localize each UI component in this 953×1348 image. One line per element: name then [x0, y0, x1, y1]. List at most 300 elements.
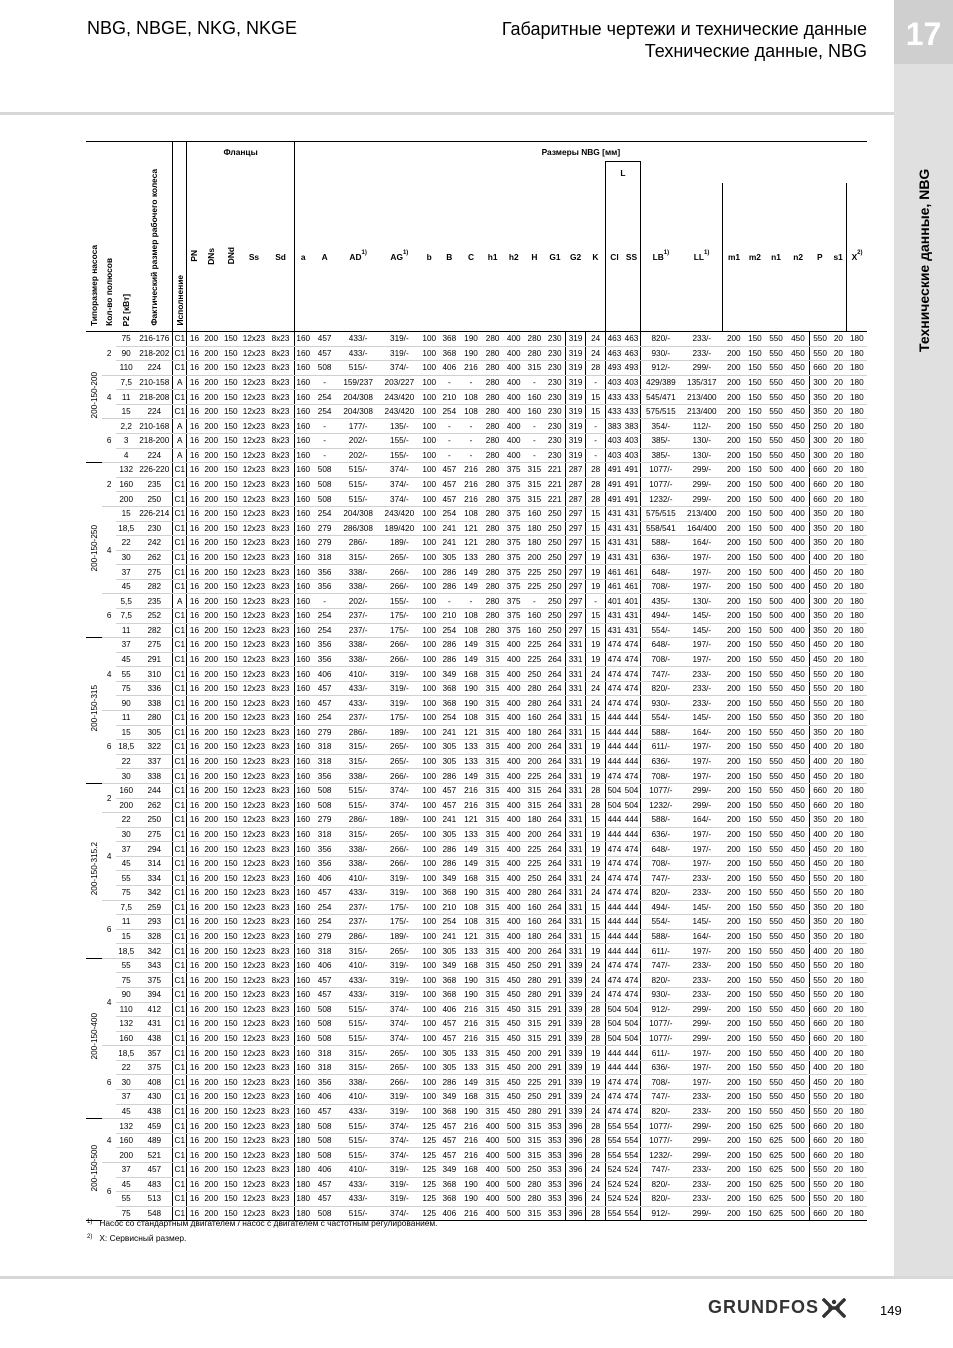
table-cell: 100 [420, 638, 439, 653]
table-cell: 450 [810, 652, 831, 667]
table-cell: 368 [439, 1104, 461, 1119]
table-cell: 75 [116, 332, 137, 347]
table-cell: 400 [503, 842, 524, 857]
table-cell: 125 [420, 1177, 439, 1192]
table-cell: 660 [810, 1133, 831, 1148]
table-cell: 450 [503, 988, 524, 1003]
group-header-flanges: Фланцы [187, 142, 294, 162]
table-cell: 20 [830, 638, 846, 653]
table-cell: 250 [524, 958, 545, 973]
table-cell: 12x23 [241, 711, 268, 726]
table-cell: 150 [745, 332, 766, 347]
table-cell: 459 [136, 1119, 172, 1134]
table-cell: 20 [830, 1017, 846, 1032]
table-cell: 350 [810, 813, 831, 828]
table-cell: 200 [201, 477, 221, 492]
table-cell: 450 [787, 915, 810, 930]
table-cell: 319/- [379, 1090, 420, 1105]
table-cell: 660 [810, 783, 831, 798]
table-cell: 130/- [681, 594, 723, 609]
table-row [86, 1075, 867, 1090]
table-cell: 550 [765, 856, 787, 871]
table-cell: 450 [787, 1060, 810, 1075]
table-cell: 450 [787, 842, 810, 857]
table-cell: 8x23 [267, 608, 294, 623]
table-cell: 8x23 [267, 1133, 294, 1148]
table-cell: 431 [605, 521, 623, 536]
table-cell: 315 [482, 1060, 504, 1075]
table-cell: 438 [136, 1104, 172, 1119]
table-cell: 554 [623, 1133, 641, 1148]
table-cell: 150 [221, 769, 241, 784]
table-cell: 374/- [379, 463, 420, 478]
table-cell: 155/- [379, 594, 420, 609]
table-row [86, 579, 867, 594]
table-cell: 200 [201, 346, 221, 361]
table-cell: 504 [623, 1002, 641, 1017]
table-cell: 315 [524, 361, 545, 376]
table-cell: 12x23 [241, 361, 268, 376]
table-cell: 403 [623, 375, 641, 390]
table-cell: 200 [201, 1192, 221, 1207]
table-cell: 521 [136, 1148, 172, 1163]
table-cell: 550 [765, 754, 787, 769]
table-cell: 433/- [338, 973, 379, 988]
col-header-G2: G2 [569, 252, 582, 262]
table-cell: 200 [723, 769, 745, 784]
table-cell: 8x23 [267, 550, 294, 565]
table-cell: 168 [460, 958, 482, 973]
table-cell: 100 [420, 1090, 439, 1105]
table-cell: 150 [745, 929, 766, 944]
table-cell: 100 [420, 827, 439, 842]
table-cell: 216 [460, 1206, 482, 1221]
table-row [86, 477, 867, 492]
table-cell: 200 [201, 332, 221, 347]
table-cell: 16 [187, 477, 201, 492]
table-cell: 250 [545, 608, 566, 623]
table-cell: 237/- [338, 915, 379, 930]
table-cell: 299/- [681, 477, 723, 492]
table-cell: 648/- [640, 565, 680, 580]
table-cell: 200 [201, 1060, 221, 1075]
table-cell: 331 [565, 696, 586, 711]
table-cell: 550 [765, 1090, 787, 1105]
table-cell: 385/- [640, 448, 680, 463]
table-cell: 20 [830, 973, 846, 988]
table-cell: 8x23 [267, 346, 294, 361]
table-cell: 375 [503, 477, 524, 492]
table-cell: - [312, 419, 338, 434]
table-cell: 500 [765, 521, 787, 536]
table-cell: 218-202 [136, 346, 172, 361]
table-cell: 11 [116, 623, 137, 638]
table-cell: 474 [623, 1104, 641, 1119]
table-cell: 374/- [379, 1002, 420, 1017]
table-cell: C1 [173, 463, 187, 478]
table-cell: 200 [723, 1060, 745, 1075]
table-cell: 508 [312, 1031, 338, 1046]
table-cell: 216 [460, 798, 482, 813]
table-cell: C1 [173, 725, 187, 740]
table-cell: 494/- [640, 608, 680, 623]
table-cell: 491 [623, 477, 641, 492]
table-cell: 24 [586, 1162, 606, 1177]
table-cell: 315 [482, 1075, 504, 1090]
table-cell: 150 [745, 842, 766, 857]
table-cell: 461 [623, 579, 641, 594]
table-cell: 12x23 [241, 565, 268, 580]
table-cell: 515/- [338, 1206, 379, 1221]
table-row [86, 565, 867, 580]
table-cell: 180 [524, 929, 545, 944]
table-cell: 474 [605, 1075, 623, 1090]
table-cell: 331 [565, 915, 586, 930]
table-cell: 160 [524, 404, 545, 419]
table-cell: 550 [765, 944, 787, 959]
table-cell: 820/- [640, 1192, 680, 1207]
table-cell: 16 [187, 638, 201, 653]
table-cell: 491 [623, 492, 641, 507]
table-cell: 474 [605, 885, 623, 900]
table-cell: 241 [439, 725, 461, 740]
table-cell: 233/- [681, 346, 723, 361]
table-cell: 374/- [379, 1206, 420, 1221]
table-cell: 250 [136, 813, 172, 828]
table-cell: 318 [312, 550, 338, 565]
table-cell: 444 [605, 725, 623, 740]
table-cell: 37 [116, 1162, 137, 1177]
table-cell: 164/400 [681, 521, 723, 536]
table-cell: 444 [623, 740, 641, 755]
table-cell: C1 [173, 1046, 187, 1061]
table-cell: 12x23 [241, 988, 268, 1003]
table-cell: 233/- [681, 1104, 723, 1119]
table-cell: 368 [439, 332, 461, 347]
table-cell: 150 [221, 856, 241, 871]
table-cell: 550 [810, 1162, 831, 1177]
table-cell: 524 [605, 1177, 623, 1192]
table-cell: 150 [745, 798, 766, 813]
table-cell: 150 [745, 754, 766, 769]
table-cell: 12x23 [241, 1206, 268, 1221]
table-cell: 200 [201, 681, 221, 696]
table-cell: 450 [787, 813, 810, 828]
table-cell: 30 [116, 550, 137, 565]
table-cell: C1 [173, 958, 187, 973]
table-cell: 297 [565, 623, 586, 638]
table-cell: 28 [586, 1119, 606, 1134]
table-cell: 8x23 [267, 1162, 294, 1177]
poles-cell: 6 [102, 1046, 115, 1119]
table-cell: 338/- [338, 856, 379, 871]
table-cell: 200 [723, 958, 745, 973]
pump-type-cell [86, 958, 102, 1118]
table-cell: 180 [847, 696, 867, 711]
table-cell: 508 [312, 477, 338, 492]
table-cell: 431 [605, 608, 623, 623]
table-cell: 254 [312, 404, 338, 419]
table-cell: 331 [565, 885, 586, 900]
table-cell: 100 [420, 404, 439, 419]
table-cell: 508 [312, 1206, 338, 1221]
table-cell: 319 [565, 448, 586, 463]
table-cell: 444 [605, 1046, 623, 1061]
table-cell: 357 [136, 1046, 172, 1061]
table-cell: 930/- [640, 346, 680, 361]
table-cell: 20 [830, 448, 846, 463]
table-cell: 554 [605, 1133, 623, 1148]
table-cell: 200 [201, 885, 221, 900]
table-cell: 300 [810, 594, 831, 609]
table-cell: 12x23 [241, 944, 268, 959]
table-cell: 461 [623, 565, 641, 580]
table-cell: 230 [545, 375, 566, 390]
table-cell: 374/- [379, 1031, 420, 1046]
table-cell: 305 [439, 827, 461, 842]
table-cell: 265/- [379, 740, 420, 755]
table-cell: 463 [605, 332, 623, 347]
table-cell: 121 [460, 536, 482, 551]
table-cell: 474 [623, 988, 641, 1003]
table-cell: 550 [765, 361, 787, 376]
table-cell: 588/- [640, 929, 680, 944]
table-cell: 264 [545, 827, 566, 842]
table-cell: 100 [420, 1104, 439, 1119]
table-cell: 200 [201, 521, 221, 536]
header-right-line-2: Технические данные, NBG [644, 41, 867, 61]
col-header-version: Исполнение [174, 275, 185, 326]
table-cell: 660 [810, 1002, 831, 1017]
table-row [86, 1119, 867, 1134]
table-cell: 16 [187, 711, 201, 726]
table-cell: 12x23 [241, 419, 268, 434]
table-cell: 264 [545, 842, 566, 857]
table-cell: 315 [482, 885, 504, 900]
table-cell: 121 [460, 521, 482, 536]
table-row [86, 550, 867, 565]
table-cell: 216 [460, 477, 482, 492]
table-cell: 150 [745, 1090, 766, 1105]
table-cell: 294 [136, 842, 172, 857]
table-cell: 37 [116, 1090, 137, 1105]
table-cell: 100 [420, 1017, 439, 1032]
table-cell: 374/- [379, 477, 420, 492]
table-cell: 350 [810, 929, 831, 944]
table-row [86, 783, 867, 798]
table-cell: 150 [745, 1177, 766, 1192]
table-cell: 110 [116, 361, 137, 376]
table-cell: 820/- [640, 1104, 680, 1119]
table-cell: 515/- [338, 1017, 379, 1032]
table-cell: 200 [723, 1192, 745, 1207]
table-cell: - [439, 375, 461, 390]
table-cell: 548 [136, 1206, 172, 1221]
table-cell: C1 [173, 711, 187, 726]
table-cell: 175/- [379, 915, 420, 930]
table-cell: 180 [847, 827, 867, 842]
table-cell: 400 [503, 681, 524, 696]
table-cell: 180 [294, 1162, 312, 1177]
table-cell: 400 [503, 667, 524, 682]
table-cell: 20 [830, 842, 846, 857]
table-cell: 221 [545, 492, 566, 507]
table-cell: 353 [545, 1148, 566, 1163]
table-cell: 368 [439, 681, 461, 696]
table-cell: 450 [787, 390, 810, 405]
table-cell: 16 [187, 783, 201, 798]
table-cell: C1 [173, 944, 187, 959]
table-cell: 406 [439, 1206, 461, 1221]
table-cell: C1 [173, 1002, 187, 1017]
table-cell: 450 [787, 740, 810, 755]
table-cell: 160 [294, 798, 312, 813]
table-cell: 100 [420, 361, 439, 376]
table-cell: 611/- [640, 740, 680, 755]
table-cell: 266/- [379, 1075, 420, 1090]
table-cell: C1 [173, 1060, 187, 1075]
table-cell: 16 [187, 463, 201, 478]
table-cell: 450 [787, 361, 810, 376]
table-cell: 160 [294, 477, 312, 492]
table-cell: 8x23 [267, 929, 294, 944]
table-cell: 254 [439, 404, 461, 419]
table-cell: 100 [420, 390, 439, 405]
table-cell: 159/237 [338, 375, 379, 390]
table-cell: 264 [545, 871, 566, 886]
table-cell: 16 [187, 1192, 201, 1207]
table-cell: 12x23 [241, 1090, 268, 1105]
table-cell: 400 [482, 1133, 504, 1148]
table-cell: 280 [482, 448, 504, 463]
table-cell: 16 [187, 419, 201, 434]
pump-type-label: 200-150-315.2 [89, 842, 99, 896]
table-cell: 12x23 [241, 608, 268, 623]
table-cell: 150 [745, 711, 766, 726]
table-cell: 433 [623, 390, 641, 405]
table-cell: 339 [565, 1046, 586, 1061]
table-cell: 264 [545, 885, 566, 900]
table-cell: 660 [810, 798, 831, 813]
table-cell: 500 [787, 1192, 810, 1207]
table-cell: 8x23 [267, 1090, 294, 1105]
poles-cell: 4 [102, 506, 115, 593]
table-cell: 708/- [640, 652, 680, 667]
table-cell: 200 [723, 652, 745, 667]
table-cell: 554 [623, 1119, 641, 1134]
table-cell: 150 [221, 1192, 241, 1207]
table-cell: 20 [830, 1162, 846, 1177]
table-cell: 90 [116, 696, 137, 711]
table-cell: 200 [201, 1206, 221, 1221]
table-cell: 433/- [338, 1177, 379, 1192]
table-cell: 150 [221, 638, 241, 653]
table-cell: C1 [173, 1090, 187, 1105]
table-cell: 550 [810, 1090, 831, 1105]
table-cell: 218-208 [136, 390, 172, 405]
table-row [86, 390, 867, 405]
table-cell: 20 [830, 988, 846, 1003]
table-row [86, 754, 867, 769]
table-cell: 150 [745, 579, 766, 594]
table-cell: 410/- [338, 871, 379, 886]
table-cell: 457 [312, 696, 338, 711]
table-cell: 100 [420, 448, 439, 463]
table-cell: 200 [201, 988, 221, 1003]
table-cell: 450 [787, 638, 810, 653]
table-cell: 19 [586, 1046, 606, 1061]
table-cell: C1 [173, 1133, 187, 1148]
table-cell: 200 [201, 1002, 221, 1017]
table-cell: 353 [545, 1192, 566, 1207]
table-cell: 524 [623, 1162, 641, 1177]
table-cell: 16 [187, 521, 201, 536]
table-cell: 168 [460, 1090, 482, 1105]
table-cell: 8x23 [267, 521, 294, 536]
table-cell: 444 [623, 929, 641, 944]
table-cell: 12x23 [241, 492, 268, 507]
table-cell: 350 [810, 623, 831, 638]
table-cell: 315 [524, 1002, 545, 1017]
table-cell: 400 [787, 623, 810, 638]
table-cell: 457 [312, 1177, 338, 1192]
table-cell: 180 [847, 754, 867, 769]
table-cell: 279 [312, 929, 338, 944]
table-cell: 16 [187, 1206, 201, 1221]
poles-cell: 2 [102, 783, 115, 812]
table-cell: 197/- [681, 856, 723, 871]
table-cell: C1 [173, 1075, 187, 1090]
table-cell: 500 [787, 1162, 810, 1177]
table-cell: 550 [765, 419, 787, 434]
table-cell: 550 [765, 1046, 787, 1061]
table-cell: 200 [201, 1090, 221, 1105]
table-cell: 180 [847, 915, 867, 930]
table-cell: 264 [545, 915, 566, 930]
table-cell: 250 [524, 667, 545, 682]
table-cell: 280 [482, 463, 504, 478]
table-cell: - [524, 375, 545, 390]
col-header-h2: h2 [508, 252, 519, 262]
table-cell: 319 [565, 404, 586, 419]
table-cell: 180 [847, 988, 867, 1003]
table-cell: 410/- [338, 1162, 379, 1177]
table-cell: 554/- [640, 623, 680, 638]
table-cell: 180 [847, 521, 867, 536]
table-cell: 150 [745, 915, 766, 930]
table-cell: 315 [482, 725, 504, 740]
table-cell: 400 [810, 550, 831, 565]
table-cell: 150 [221, 1031, 241, 1046]
table-cell: 554 [605, 1119, 623, 1134]
table-cell: 254 [312, 900, 338, 915]
table-cell: 200 [723, 579, 745, 594]
table-cell: 305 [439, 550, 461, 565]
table-cell: 150 [745, 1104, 766, 1119]
table-cell: 16 [187, 740, 201, 755]
table-row [86, 988, 867, 1003]
table-cell: 930/- [640, 696, 680, 711]
table-cell: 550 [810, 885, 831, 900]
table-cell: 160 [294, 1031, 312, 1046]
table-cell: 400 [503, 638, 524, 653]
table-cell: 16 [187, 346, 201, 361]
table-cell: 331 [565, 754, 586, 769]
table-cell: 550 [765, 434, 787, 449]
table-cell: 150 [745, 958, 766, 973]
table-cell: 400 [503, 725, 524, 740]
table-cell: 349 [439, 958, 461, 973]
